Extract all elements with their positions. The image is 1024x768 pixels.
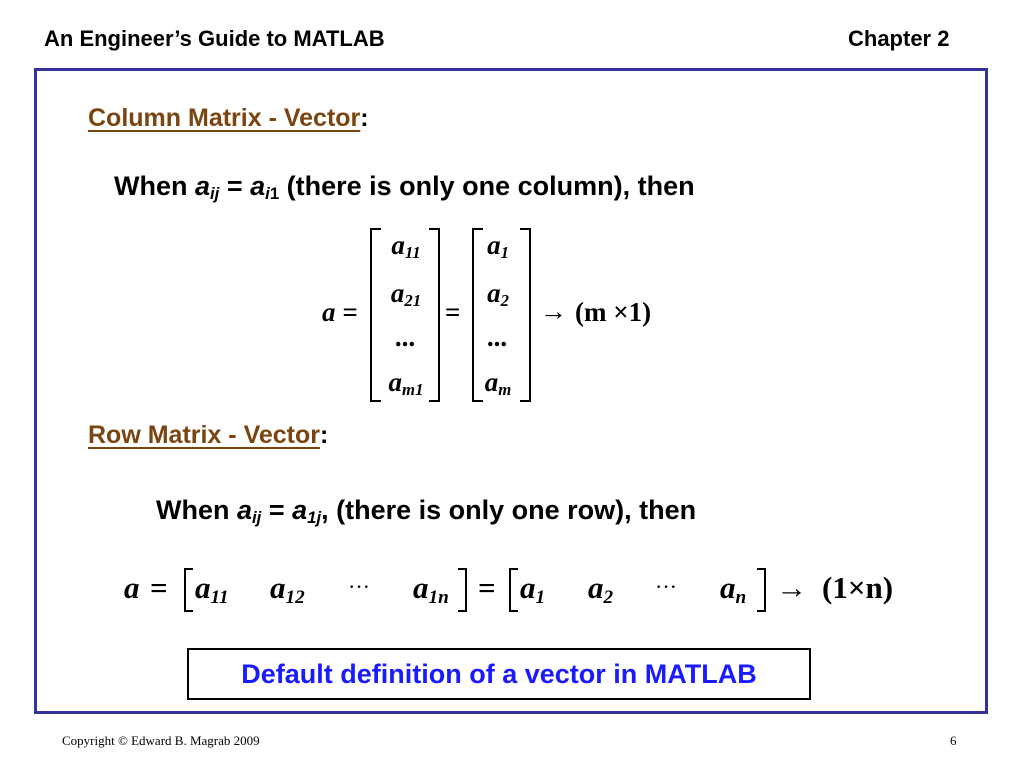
page-number: 6 [950, 733, 957, 748]
matrix-entry: ... [487, 322, 509, 352]
matrix-entry: $a_{m1}$ [388, 367, 424, 400]
matrix-entry: $a_{11}$ [195, 570, 229, 608]
matrix-entry: $a_2$ [588, 570, 614, 608]
footer-copyright: Copyright © Edward B. Magrab 2009 [62, 733, 260, 748]
matrix-entry: $a_{1n}$ [413, 570, 449, 608]
matrix-entry: $a_2$ [487, 278, 509, 311]
matrix-entry: ... [395, 322, 417, 352]
row-heading: Row Matrix - Vector: [88, 421, 329, 449]
callout-box: Default definition of a vector in MATLAB [187, 648, 811, 700]
column-heading: Column Matrix - Vector: [88, 104, 369, 132]
row-condition: When $a_{ij} = a_{1j}$, (there is only one row), then [156, 495, 697, 528]
header-title: An Engineer’s Guide to MATLAB [44, 26, 385, 51]
matrix-entry: $a_m$ [484, 367, 512, 400]
matrix-entry: ··· [348, 574, 370, 599]
matrix-entry: $a_1$ [487, 230, 509, 263]
matrix-entry: $a_{21}$ [390, 278, 422, 311]
column-condition: When $a_{ij} = a_{i1}$ (there is only one column), then [114, 171, 695, 204]
matrix-entry: $a_1$ [520, 570, 546, 608]
matrix-entry: ··· [655, 574, 677, 599]
header-chapter: Chapter 2 [848, 26, 950, 51]
matrix-entry: $a_{12}$ [270, 570, 305, 608]
matrix-entry: $a_{11}$ [391, 230, 421, 263]
matrix-entry: $a_n$ [720, 570, 747, 608]
